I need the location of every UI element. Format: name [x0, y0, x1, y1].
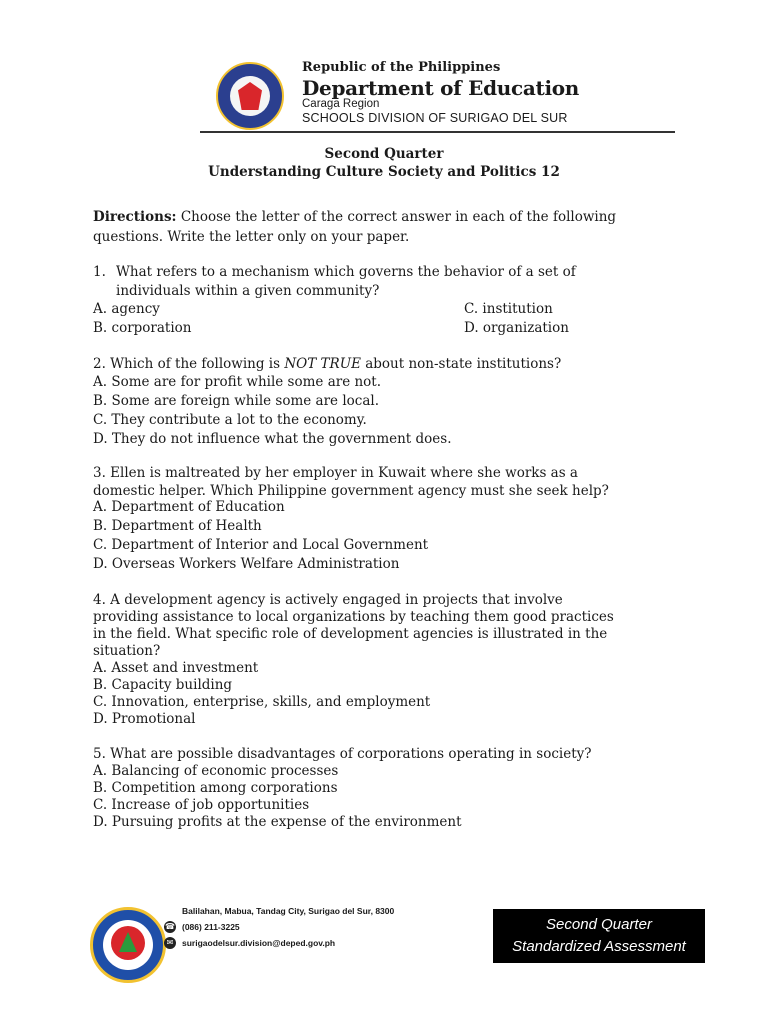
q2-stem-emphasis: NOT TRUE	[284, 356, 361, 372]
q3-choice-a: A. Department of Education	[93, 499, 285, 515]
q1-choice-b: B. corporation	[93, 320, 192, 336]
q1-choice-c: C. institution	[464, 301, 553, 317]
q4-choice-a: A. Asset and investment	[93, 660, 259, 676]
email-icon: ✉	[164, 937, 176, 949]
quarter-title: Second Quarter	[324, 146, 444, 162]
q3-choice-b: B. Department of Health	[93, 518, 262, 534]
q5-choice-c: C. Increase of job opportunities	[93, 797, 310, 813]
q2-stem-post: about non-state institutions?	[365, 356, 562, 372]
phone-icon: ☎	[165, 922, 175, 931]
q4-stem-line-3: in the field. What specific role of development agencies is illustrated in the	[93, 626, 608, 642]
directions-label: Directions:	[93, 209, 177, 225]
q4-choice-c: C. Innovation, enterprise, skills, and employment	[93, 694, 431, 710]
q3-stem-line-2: domestic helper. Which Philippine government agency must she seek help?	[93, 483, 609, 499]
q5-choice-b: B. Competition among corporations	[93, 780, 338, 796]
division-seal-logo	[90, 907, 166, 983]
q5-stem-line-1: 5. What are possible disadvantages of corporations operating in society?	[93, 746, 592, 762]
q4-stem-line-1: 4. A development agency is actively engaged in projects that involve	[93, 592, 563, 608]
footer-email: surigaodelsur.division@deped.gov.ph	[182, 938, 336, 948]
q5-choice-a: A. Balancing of economic processes	[93, 763, 339, 779]
q2-choice-a: A. Some are for profit while some are not.	[93, 374, 382, 390]
q2-choice-d: D. They do not influence what the government does.	[93, 431, 452, 447]
footer-phone: (086) 211-3225	[182, 922, 240, 932]
q1-number: 1.	[93, 264, 106, 280]
directions-line-1	[93, 208, 616, 226]
footer-address: Balilahan, Mabua, Tandag City, Surigao del Sur, 8300	[182, 906, 395, 916]
q2-stem	[93, 355, 561, 373]
region-label: Caraga Region	[302, 98, 380, 110]
q1-choice-a: A. agency	[93, 301, 160, 317]
q4-choice-d: D. Promotional	[93, 711, 196, 727]
q1-stem-line-2: individuals within a given community?	[116, 283, 380, 299]
republic-heading: Republic of the Philippines	[302, 60, 501, 75]
q4-stem-line-2: providing assistance to local organizations by teaching them good practices	[93, 609, 614, 625]
q3-choice-d: D. Overseas Workers Welfare Administration	[93, 556, 400, 572]
directions-text: Choose the letter of the correct answer in each of the following	[180, 209, 617, 225]
q2-choice-c: C. They contribute a lot to the economy.	[93, 412, 367, 428]
department-heading: Department of Education	[302, 76, 580, 100]
q3-choice-c: C. Department of Interior and Local Government	[93, 537, 429, 553]
subject-title: Understanding Culture Society and Politics 12	[208, 164, 560, 180]
q2-stem-pre: 2. Which of the following is	[93, 356, 281, 372]
q2-choice-b: B. Some are foreign while some are local.	[93, 393, 380, 409]
q4-choice-b: B. Capacity building	[93, 677, 233, 693]
q1-choice-d: D. organization	[464, 320, 569, 336]
q1-stem-line-1: What refers to a mechanism which governs the behavior of a set of	[116, 264, 576, 280]
q5-choice-d: D. Pursuing profits at the expense of the environment	[93, 814, 462, 830]
q4-stem-line-4: situation?	[93, 643, 161, 659]
badge-line-1: Second Quarter	[546, 916, 652, 933]
header-divider	[200, 131, 675, 133]
q3-stem-line-1: 3. Ellen is maltreated by her employer in Kuwait where she works as a	[93, 465, 578, 481]
division-label: SCHOOLS DIVISION OF SURIGAO DEL SUR	[302, 111, 568, 125]
directions-line-2: questions. Write the letter only on your paper.	[93, 229, 410, 245]
badge-line-2: Standardized Assessment	[512, 938, 686, 955]
deped-seal-logo	[216, 62, 284, 130]
assessment-badge	[493, 909, 705, 963]
